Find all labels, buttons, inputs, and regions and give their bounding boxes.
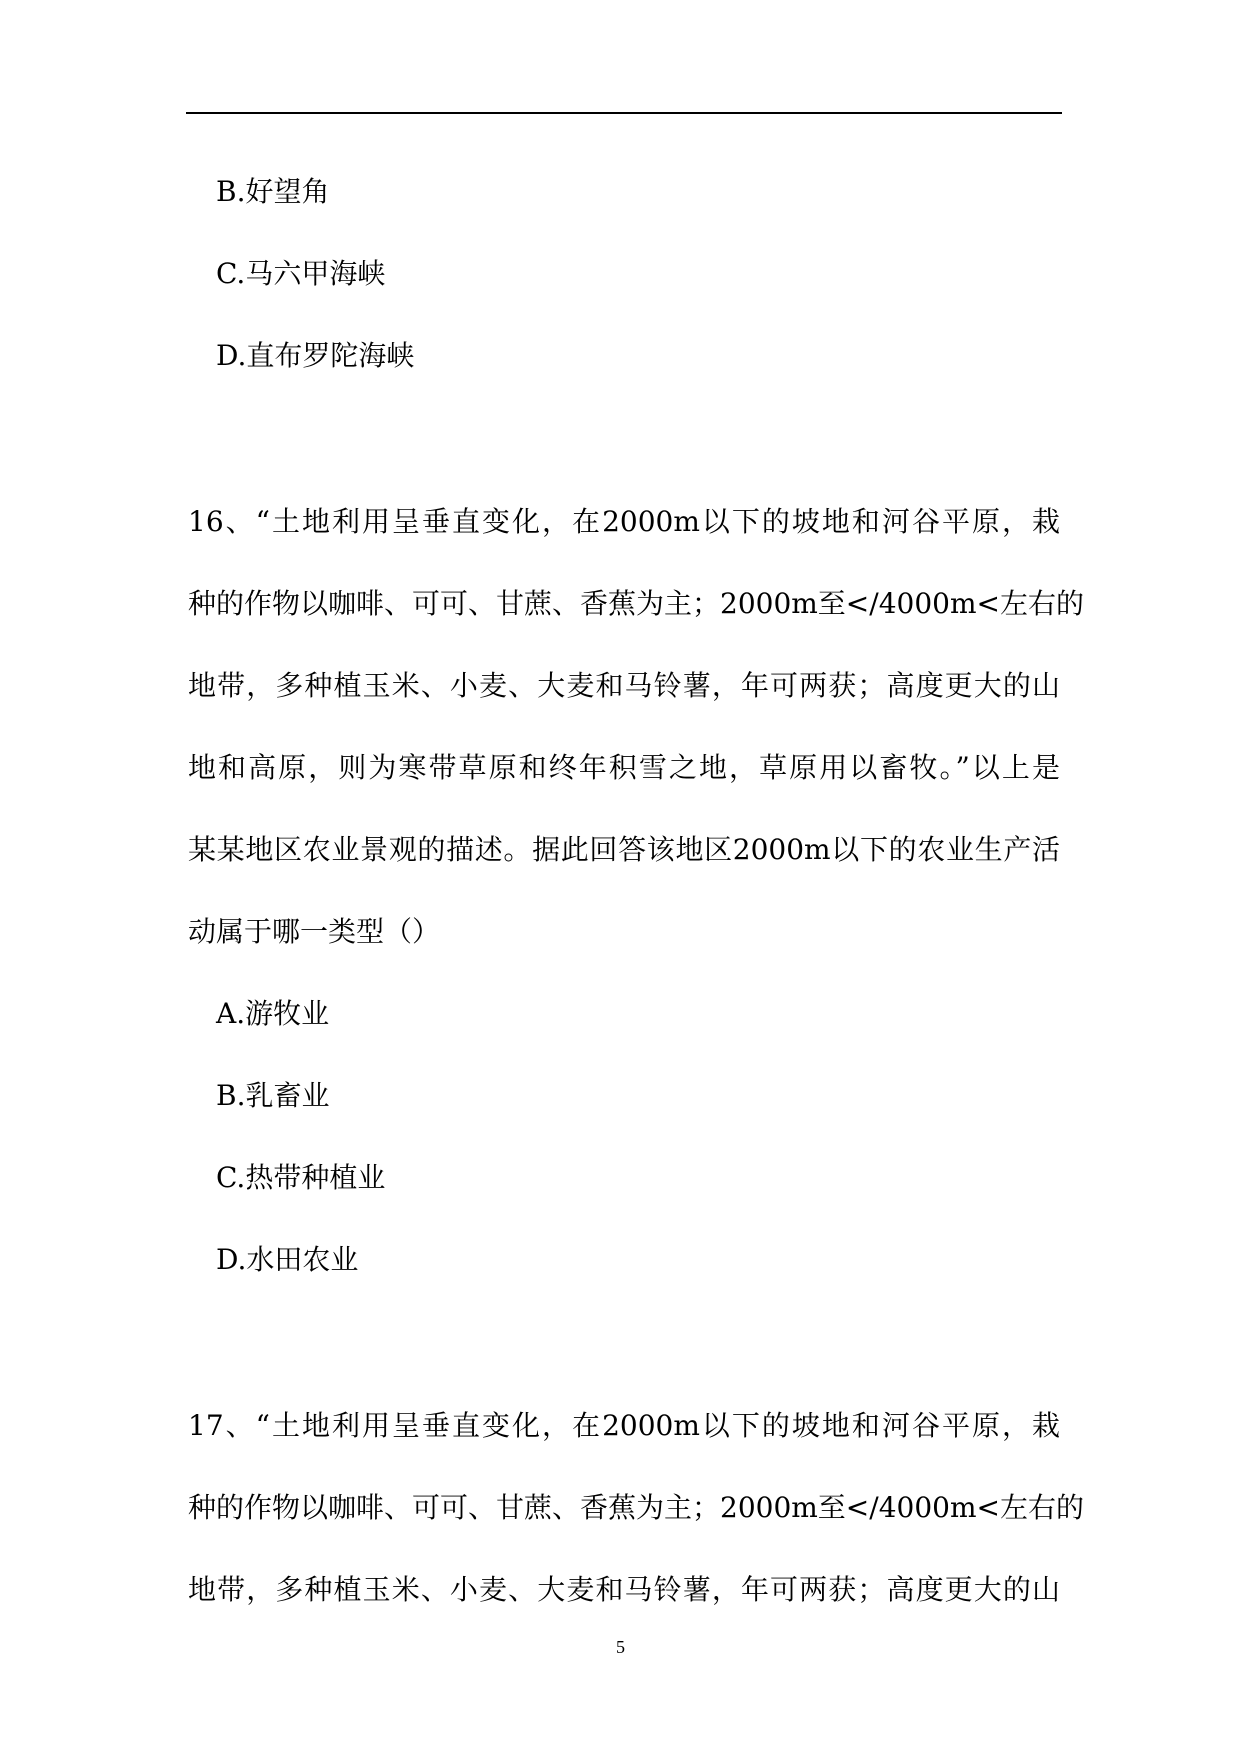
q17-line-3: 地带，多种植玉米、小麦、大麦和马铃薯，年可两获；高度更大的山: [188, 1573, 1060, 1606]
q16-line-3: 地带，多种植玉米、小麦、大麦和马铃薯，年可两获；高度更大的山: [188, 669, 1060, 702]
q16-option-b: B.乳畜业: [216, 1079, 330, 1112]
q15-option-b: B.好望角: [216, 175, 330, 208]
q16-line-1: 16、“土地利用呈垂直变化，在2000m以下的坡地和河谷平原，栽: [188, 505, 1060, 538]
q16-line-5: 某某地区农业景观的描述。据此回答该地区2000m以下的农业生产活: [188, 833, 1060, 866]
q16-line-6: 动属于哪一类型（）: [188, 915, 441, 948]
q16-line-2: 种的作物以咖啡、可可、甘蔗、香蕉为主；2000m至</4000m<左右的: [188, 587, 1084, 620]
q16-option-a: A.游牧业: [216, 997, 330, 1030]
page-number: 5: [616, 1637, 625, 1657]
q17-line-1: 17、“土地利用呈垂直变化，在2000m以下的坡地和河谷平原，栽: [188, 1409, 1060, 1442]
q15-option-d: D.直布罗陀海峡: [216, 339, 415, 372]
q16-line-4: 地和高原，则为寒带草原和终年积雪之地，草原用以畜牧。”以上是: [188, 751, 1060, 784]
q16-option-d: D.水田农业: [216, 1243, 359, 1276]
header-rule: [186, 112, 1062, 114]
q16-option-c: C.热带种植业: [216, 1161, 386, 1194]
q15-option-c: C.马六甲海峡: [216, 257, 386, 290]
q17-line-2: 种的作物以咖啡、可可、甘蔗、香蕉为主；2000m至</4000m<左右的: [188, 1491, 1084, 1524]
